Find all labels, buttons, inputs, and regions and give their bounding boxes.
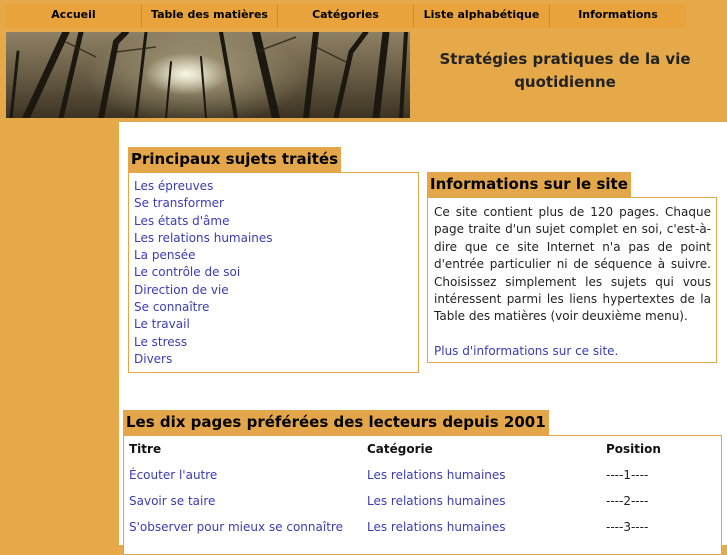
topic-link[interactable]: Se transformer — [134, 196, 224, 211]
topics-heading: Principaux sujets traités — [128, 147, 341, 172]
topic-link[interactable]: Les épreuves — [134, 179, 214, 193]
top10-table — [125, 436, 721, 540]
table-row — [125, 488, 721, 514]
banner-image — [6, 32, 410, 118]
table-row — [125, 462, 721, 488]
position-value: ----2---- — [606, 494, 649, 508]
topic-link[interactable]: Le stress — [134, 334, 188, 349]
main-content — [119, 122, 727, 545]
more-info-link[interactable]: Plus d'informations sur ce site. — [434, 343, 619, 358]
category-link[interactable]: Les relations humaines — [367, 468, 506, 482]
topics-box — [128, 172, 419, 373]
info-heading: Informations sur le site — [427, 172, 631, 197]
column-header-category: Catégorie — [367, 442, 433, 456]
column-header-position: Position — [606, 442, 661, 456]
category-link[interactable]: Les relations humaines — [367, 494, 506, 508]
info-box — [427, 197, 717, 363]
nav-liste-alphabetique[interactable]: Liste alphabétique — [414, 4, 550, 28]
topic-link[interactable]: Divers — [134, 351, 173, 366]
topic-link[interactable]: Les relations humaines — [134, 230, 273, 245]
page-title-link[interactable]: Savoir se taire — [129, 494, 216, 508]
top10-heading: Les dix pages préférées des lecteurs depuis 2001 — [123, 410, 549, 435]
topic-link[interactable]: La pensée — [134, 248, 196, 263]
top-nav — [6, 4, 686, 28]
nav-informations[interactable]: Informations — [550, 4, 686, 28]
nav-categories[interactable]: Catégories — [278, 4, 414, 28]
table-header-row — [125, 436, 721, 462]
forest-illustration — [6, 32, 410, 118]
page-title-link[interactable]: Écouter l'autre — [129, 468, 218, 482]
position-value: ----1---- — [606, 468, 649, 482]
topic-link[interactable]: Se connaître — [134, 300, 210, 315]
position-value: ----3---- — [606, 520, 649, 534]
topic-link[interactable]: Le travail — [134, 317, 190, 332]
column-header-title: Titre — [129, 442, 162, 456]
nav-table-des-matieres[interactable]: Table des matières — [142, 4, 278, 28]
topic-link[interactable]: Direction de vie — [134, 282, 229, 297]
category-link[interactable]: Les relations humaines — [367, 520, 506, 534]
site-title: Stratégies pratiques de la vie quotidienne — [439, 50, 691, 91]
topic-link[interactable]: Le contrôle de soi — [134, 265, 241, 280]
top10-box — [123, 435, 722, 555]
topic-link[interactable]: Les états d'âme — [134, 213, 230, 228]
table-row — [125, 514, 721, 540]
info-description: Ce site contient plus de 120 pages. Chaque page traite d'un sujet complet en soi, c'est-à-dire que ce site Internet n'a pas de point d'entrée particulier ni de séquence à suivre. Choisissez simplement les sujets qui vous intéressent parmi les liens hypertextes de la Table des matières (voir deuxième menu). — [434, 205, 711, 324]
page-title-link[interactable]: S'observer pour mieux se connaître — [129, 520, 343, 534]
nav-accueil[interactable]: Accueil — [6, 4, 142, 28]
topics-list — [134, 178, 418, 368]
